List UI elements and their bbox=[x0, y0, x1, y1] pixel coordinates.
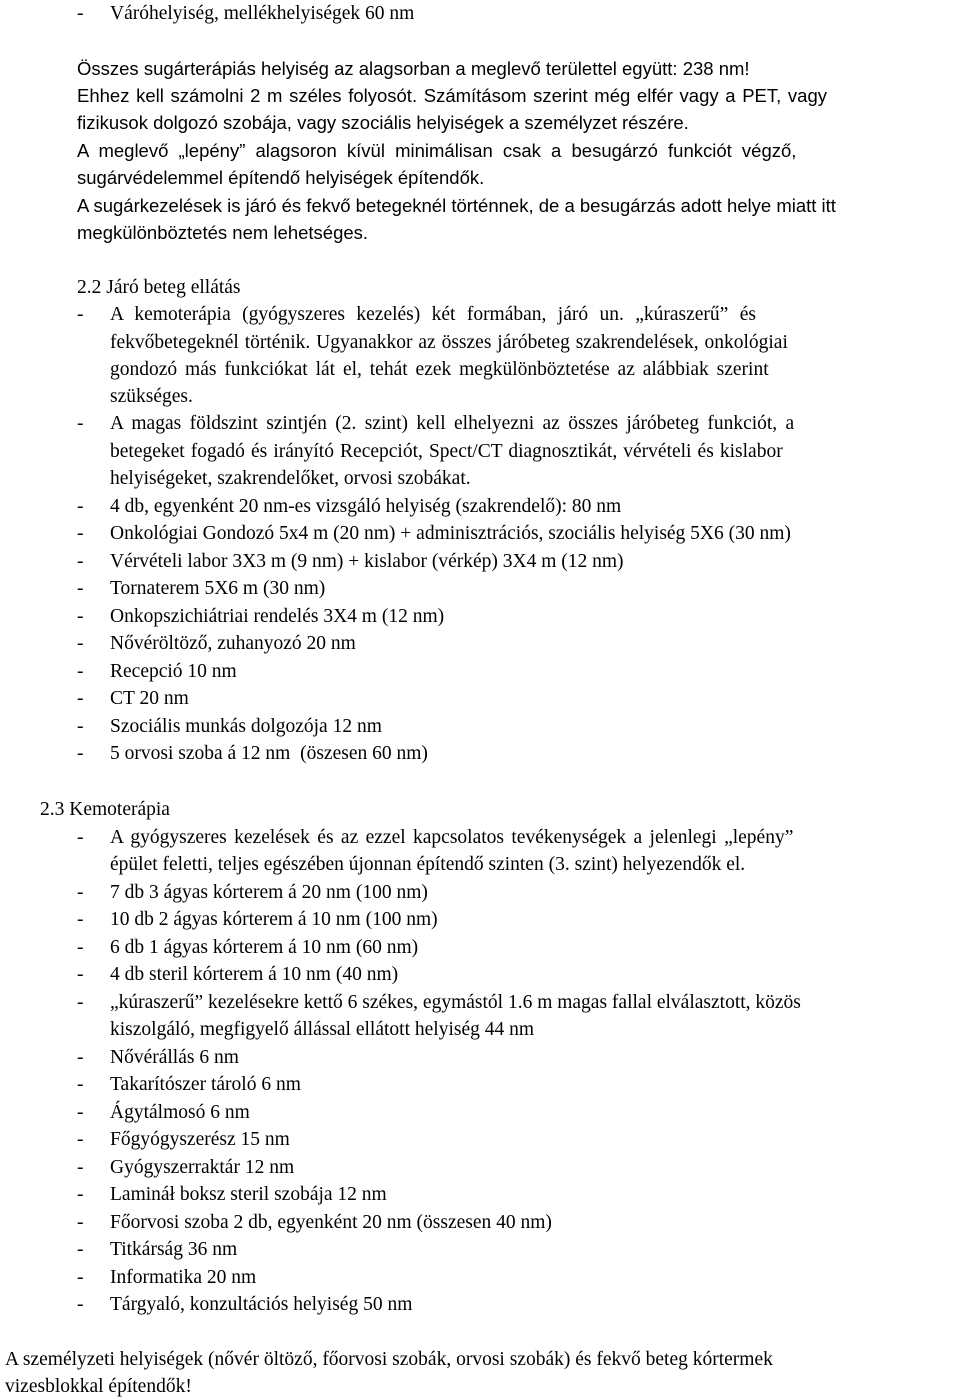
bullet-dash: - bbox=[77, 578, 84, 599]
list-item bbox=[0, 493, 960, 520]
list-item-text: Takarítószer tároló 6 nm bbox=[110, 1074, 301, 1095]
list-item-continuation: kiszolgáló, megfigyelő állással ellátott helyiség 44 nm bbox=[110, 1019, 535, 1040]
bullet-dash: - bbox=[77, 606, 84, 627]
bullet-dash: - bbox=[77, 1294, 84, 1315]
list-item-text: 4 db, egyenként 20 nm-es vizsgáló helyiség (szakrendelő): 80 nm bbox=[110, 496, 622, 517]
list-item bbox=[0, 1071, 960, 1098]
paragraph-line: sugárvédelemmel építendő helyiségek építendők. bbox=[77, 167, 485, 188]
list-item bbox=[0, 410, 960, 437]
list-item-text: „kúraszerű” kezelésekre kettő 6 székes, egymástól 1.6 m magas fallal elválasztott, közös bbox=[110, 992, 801, 1013]
list-item bbox=[0, 934, 960, 961]
bullet-dash: - bbox=[77, 1157, 84, 1178]
closing-paragraph-line: A személyzeti helyiségek (nővér öltöző, főorvosi szobák, orvosi szobák) és fekvő beteg kórtermek bbox=[5, 1349, 773, 1370]
bullet-dash: - bbox=[77, 827, 84, 848]
list-item-text: Váróhelyiség, mellékhelyiségek 60 nm bbox=[110, 3, 415, 24]
list-item-continuation: betegeket fogadó és irányító Recepciót, Spect/CT diagnosztikát, vérvételi és kislabor bbox=[110, 441, 783, 462]
list-item bbox=[0, 1264, 960, 1291]
bullet-dash: - bbox=[77, 964, 84, 985]
list-item bbox=[0, 658, 960, 685]
list-item bbox=[0, 1099, 960, 1126]
list-item-text: Lamináł boksz steril szobája 12 nm bbox=[110, 1184, 387, 1205]
bullet-dash: - bbox=[77, 523, 84, 544]
list-item bbox=[0, 1236, 960, 1263]
list-item bbox=[0, 301, 960, 328]
bullet-dash: - bbox=[77, 1239, 84, 1260]
list-item-text: CT 20 nm bbox=[110, 688, 189, 709]
list-item-text: Főgyógyszerész 15 nm bbox=[110, 1129, 290, 1150]
bullet-dash: - bbox=[77, 937, 84, 958]
list-item bbox=[0, 1044, 960, 1071]
bullet-dash: - bbox=[77, 496, 84, 517]
list-item-text: Gyógyszerraktár 12 nm bbox=[110, 1157, 295, 1178]
bullet-dash: - bbox=[77, 992, 84, 1013]
bullet-dash: - bbox=[77, 909, 84, 930]
list-item bbox=[0, 548, 960, 575]
bullet-dash: - bbox=[77, 551, 84, 572]
bullet-dash: - bbox=[77, 633, 84, 654]
list-item-continuation: helyiségeket, szakrendelőket, orvosi szobákat. bbox=[110, 468, 471, 489]
list-item-text: 7 db 3 ágyas kórterem á 20 nm (100 nm) bbox=[110, 882, 428, 903]
bullet-dash: - bbox=[77, 688, 84, 709]
bullet-dash: - bbox=[77, 3, 84, 24]
bullet-dash: - bbox=[77, 1267, 84, 1288]
list-item bbox=[0, 713, 960, 740]
list-item bbox=[0, 603, 960, 630]
list-item-text: Vérvételi labor 3X3 m (9 nm) + kislabor (vérkép) 3X4 m (12 nm) bbox=[110, 551, 624, 572]
list-item-text: Onkopszichiátriai rendelés 3X4 m (12 nm) bbox=[110, 606, 445, 627]
paragraph-line: Összes sugárterápiás helyiség az alagsorban a meglevő területtel együtt: 238 nm! bbox=[77, 58, 750, 79]
list-item-text: A kemoterápia (gyógyszeres kezelés) két formában, járó un. „kúraszerű” és bbox=[110, 304, 756, 325]
list-item bbox=[0, 989, 960, 1016]
paragraph-line: A meglevő „lepény” alagsoron kívül minimálisan csak a besugárzó funkciót végző, bbox=[77, 140, 797, 161]
paragraph-line: megkülönböztetés nem lehetséges. bbox=[77, 222, 369, 243]
bullet-dash: - bbox=[77, 413, 84, 434]
list-item-text: Szociális munkás dolgozója 12 nm bbox=[110, 716, 382, 737]
list-item bbox=[0, 685, 960, 712]
list-item-continuation: szükséges. bbox=[110, 386, 193, 407]
bullet-dash: - bbox=[77, 882, 84, 903]
paragraph-line: Ehhez kell számolni 2 m széles folyosót. Számításom szerint még elfér vagy a PET, vagy bbox=[77, 85, 827, 106]
list-item-text: Onkológiai Gondozó 5x4 m (20 nm) + adminisztrációs, szociális helyiség 5X6 (30 nm) bbox=[110, 523, 791, 544]
list-item-text: Nővéröltöző, zuhanyozó 20 nm bbox=[110, 633, 356, 654]
list-item-continuation: gondozó más funkciókat lát el, tehát ezek megkülönböztetése az alábbiak szerint bbox=[110, 359, 769, 380]
list-item-text: Főorvosi szoba 2 db, egyenként 20 nm (összesen 40 nm) bbox=[110, 1212, 552, 1233]
list-item bbox=[0, 1291, 960, 1318]
bullet-dash: - bbox=[77, 1074, 84, 1095]
list-item-text: A magas földszint szintjén (2. szint) kell elhelyezni az összes járóbeteg funkciót, a bbox=[110, 413, 795, 434]
list-item-continuation: fekvőbetegeknél történik. Ugyanakkor az összes járóbeteg szakrendelések, onkológiai bbox=[110, 332, 788, 353]
list-item bbox=[0, 1154, 960, 1181]
list-item bbox=[0, 630, 960, 657]
list-item bbox=[0, 575, 960, 602]
list-item bbox=[0, 520, 960, 547]
paragraph-line: A sugárkezelések is járó és fekvő betegeknél történnek, de a besugárzás adott helye miatt itt bbox=[77, 195, 836, 216]
closing-paragraph-line: vizesblokkal építendők! bbox=[5, 1376, 192, 1397]
list-item-text: 4 db steril kórterem á 10 nm (40 nm) bbox=[110, 964, 399, 985]
list-item-text: 5 orvosi szoba á 12 nm (öszesen 60 nm) bbox=[110, 743, 428, 764]
bullet-dash: - bbox=[77, 661, 84, 682]
list-item-text: A gyógyszeres kezelések és az ezzel kapcsolatos tevékenységek a jelenlegi „lepény” bbox=[110, 827, 794, 848]
section-heading: 2.3 Kemoterápia bbox=[40, 799, 170, 820]
bullet-dash: - bbox=[77, 1184, 84, 1205]
list-item bbox=[0, 879, 960, 906]
bullet-dash: - bbox=[77, 743, 84, 764]
bullet-dash: - bbox=[77, 1129, 84, 1150]
list-item-text: Informatika 20 nm bbox=[110, 1267, 257, 1288]
bullet-dash: - bbox=[77, 304, 84, 325]
list-item bbox=[0, 1181, 960, 1208]
list-item bbox=[0, 0, 960, 27]
section-heading: 2.2 Járó beteg ellátás bbox=[77, 277, 241, 298]
list-item-text: 6 db 1 ágyas kórterem á 10 nm (60 nm) bbox=[110, 937, 419, 958]
list-item bbox=[0, 1126, 960, 1153]
list-item-text: Tornaterem 5X6 m (30 nm) bbox=[110, 578, 326, 599]
list-item-text: Nővérállás 6 nm bbox=[110, 1047, 239, 1068]
paragraph-line: fizikusok dolgozó szobája, vagy szociális helyiségek a személyzet részére. bbox=[77, 112, 689, 133]
list-item bbox=[0, 824, 960, 851]
list-item bbox=[0, 961, 960, 988]
bullet-dash: - bbox=[77, 1047, 84, 1068]
list-item bbox=[0, 740, 960, 767]
bullet-dash: - bbox=[77, 1212, 84, 1233]
list-item-text: Recepció 10 nm bbox=[110, 661, 237, 682]
list-item-continuation: épület feletti, teljes egészében újonnan építendő szinten (3. szint) helyezendők el. bbox=[110, 854, 746, 875]
list-item-text: 10 db 2 ágyas kórterem á 10 nm (100 nm) bbox=[110, 909, 438, 930]
bullet-dash: - bbox=[77, 1102, 84, 1123]
list-item-text: Tárgyaló, konzultációs helyiség 50 nm bbox=[110, 1294, 413, 1315]
list-item bbox=[0, 906, 960, 933]
list-item-text: Titkárság 36 nm bbox=[110, 1239, 238, 1260]
list-item bbox=[0, 1209, 960, 1236]
bullet-dash: - bbox=[77, 716, 84, 737]
list-item-text: Ágytálmosó 6 nm bbox=[110, 1102, 250, 1123]
